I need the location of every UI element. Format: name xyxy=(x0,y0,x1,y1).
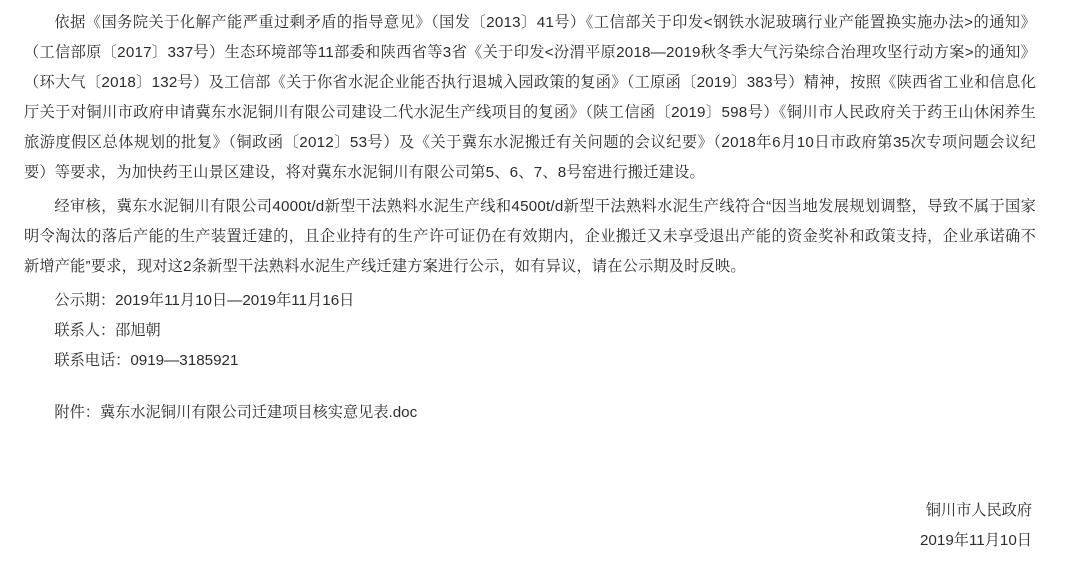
document-body xyxy=(24,8,1036,282)
contact-person-line: 联系人：邵旭朝 xyxy=(54,322,161,339)
signature-issuer: 铜川市人民政府 xyxy=(925,502,1032,519)
attachment-line: 附件：冀东水泥铜川有限公司迁建项目核实意见表.doc xyxy=(54,404,418,421)
signature-block xyxy=(920,496,1032,556)
paragraph-2: 经审核，冀东水泥铜川有限公司4000t/d新型干法熟料水泥生产线和4500t/d新型干法熟料水泥生产线符合“因当地发展规划调整，导致不属于国家明令淘汰的落后产能的生产装置迁建的，且企业持有的生产许可证仍在有效期内，企业搬迁又未享受退出产能的资金奖补和政策支持，企业承诺确不新增产能”要求，现对这2条新型干法熟料水泥生产线迁建方案进行公示，如有异议，请在公示期及时反映。 xyxy=(24,198,1036,275)
signature-date: 2019年11月10日 xyxy=(919,532,1032,549)
publicity-period-line: 公示期：2019年11月10日—2019年11月16日 xyxy=(54,292,355,309)
contact-phone-line: 联系电话：0919—3185921 xyxy=(54,352,239,369)
notice-info-block xyxy=(24,286,1036,376)
paragraph-1: 依据《国务院关于化解产能严重过剩矛盾的指导意见》（国发〔2013〕41号）《工信部关于印发<钢铁水泥玻璃行业产能置换实施办法>的通知》（工信部原〔2017〕337号）生态环境部等11部委和陕西省等3省《关于印发<汾渭平原2018—2019秋冬季大气污染综合治理攻坚行动方案>的通知》（环大气〔2018〕132号）及工信部《关于你省水泥企业能否执行退城入园政策的复函》（工原函〔2019〕383号）精神，按照《陕西省工业和信息化厅关于对铜川市政府申请冀东水泥铜川有限公司建设二代水泥生产线项目的复函》（陕工信函〔2019〕598号）《铜川市人民政府关于药王山休闲养生旅游度假区总体规划的批复》（铜政函〔2012〕53号）及《关于冀东水泥搬迁有关问题的会议纪要》（2018年6月10日市政府第35次专项问题会议纪要）等要求，为加快药王山景区建设，将对冀东水泥铜川有限公司第5、6、7、8号窑进行搬迁建设。 xyxy=(24,14,1036,181)
